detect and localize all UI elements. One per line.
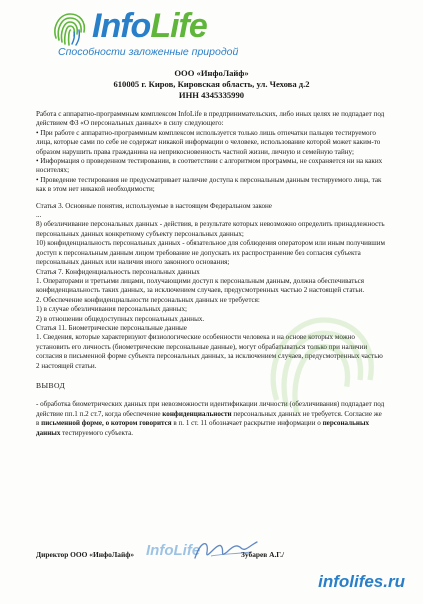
article-7-heading: Статья 7. Конфиденциальность персональных данных [36, 267, 200, 276]
conclusion-part-g: тестируемого субъекта. [60, 428, 134, 437]
article-3-heading: Статья 3. Основные понятия, используемые в настоящем Федеральном законе [36, 201, 272, 210]
conclusion-title: ВЫВОД [36, 380, 66, 390]
conclusion-paragraph [36, 400, 386, 438]
conclusion-part-a: - обработка биометрических данных при невозможности идентификации личности (обезличивания) подпадает под действие пп.1 п.2 ст.7, когда обеспечение [36, 400, 385, 418]
company-name: ООО «ИнфоЛайф» [174, 68, 249, 78]
article-7-para-2-2: 2) в отношении общедоступных персональных данных. [36, 314, 205, 323]
stamp-logo: InfoLife [146, 542, 201, 559]
company-header [0, 68, 423, 101]
footer-site: infolifes.ru [318, 572, 405, 591]
item-10: 10) конфиденциальность персональных данных - обязательное для соблюдения оператором или иным получившим доступ к персональным данным лицом требование не допускать их распространение без согласия субъекта персональных данных или наличия иного законного основания; [36, 239, 386, 267]
article-7-para-2: 2. Обеспечение конфиденциальности персональных данных не требуется: [36, 295, 260, 304]
fingerprint-icon [48, 8, 90, 50]
logo-info: Info [92, 7, 151, 45]
bullet-fingerprints: • При работе с аппаратно-программным комплексом используется только лишь отпечатки пальцев тестируемого лица, которые сами по себе не содержат никакой информации о человеке, использование которой может каким-то образом нарушить права гражданина на неприкосновенность частной жизни, личную и семейную тайну; [36, 128, 381, 156]
item-8: 8) обезличивание персональных данных - действия, в результате которых невозможно определить принадлежность персональных данных конкретному субъекту персональных данных; [36, 220, 385, 238]
logo-life: Life [150, 7, 207, 45]
logo-wordmark [92, 6, 207, 46]
intro-paragraph: Работа с аппаратно-программным комплексом InfoLife в предпринимательских, либо иных целях не подпадает под действием ФЗ «О персональных данных» в силу следующего: [36, 110, 385, 128]
article-7-para-1: 1. Операторами и третьими лицами, получающими доступ к персональным данным, должна обеспечиваться конфиденциальность таких данных, за исключением случаев, предусмотренных частью 2 настоящей статьи. [36, 276, 365, 295]
document-body [36, 110, 386, 438]
conclusion-part-d: письменной форме, о котором говорится [41, 419, 172, 428]
signature-row [36, 542, 396, 568]
signatory-title: Директор ООО «ИнфоЛайф» [36, 550, 135, 559]
logo-tagline: Способности заложенные природой [58, 46, 239, 58]
company-address: 610005 г. Киров, Кировская область, ул. Чехова д.2 [113, 79, 310, 89]
company-inn: ИНН 4345335990 [178, 90, 245, 100]
article-7-para-2-1: 1) в случае обезличивания персональных данных; [36, 305, 187, 314]
article-11-para-1: 1. Сведения, которые характеризуют физиологические особенности человека и на основе которых можно установить его личность (биометрические персональные данные), могут обрабатываться только при наличии согласия в письменной форме субъекта персональных данных, за исключением случаев, предусмотренных частью 2 настоящей статьи. [36, 333, 383, 370]
ellipsis: ... [36, 211, 42, 220]
signatory-name: Зубарев А.Г./ [241, 550, 285, 559]
bullet-no-storage: • Информация о проведенном тестировании, в соответствии с алгоритмом программы, не сохраняется ни на каких носителях; [36, 157, 383, 175]
conclusion-part-f: персональных данных [36, 419, 370, 437]
infolife-logo [48, 6, 248, 64]
conclusion-part-b: конфиденциальности [162, 409, 232, 418]
bullet-no-access: • Проведение тестирования не предусматривает наличие доступа к персональным данным тестируемого лица, так как в этом нет никакой необходимости; [36, 175, 382, 194]
conclusion-part-e: в п. 1 ст. 11 обозначает раскрытие информации о [171, 419, 323, 428]
conclusion-part-c: персональных данных не требуется. Согласие же в [36, 409, 382, 428]
article-11-heading: Статья 11. Биометрические персональные данные [36, 323, 187, 332]
